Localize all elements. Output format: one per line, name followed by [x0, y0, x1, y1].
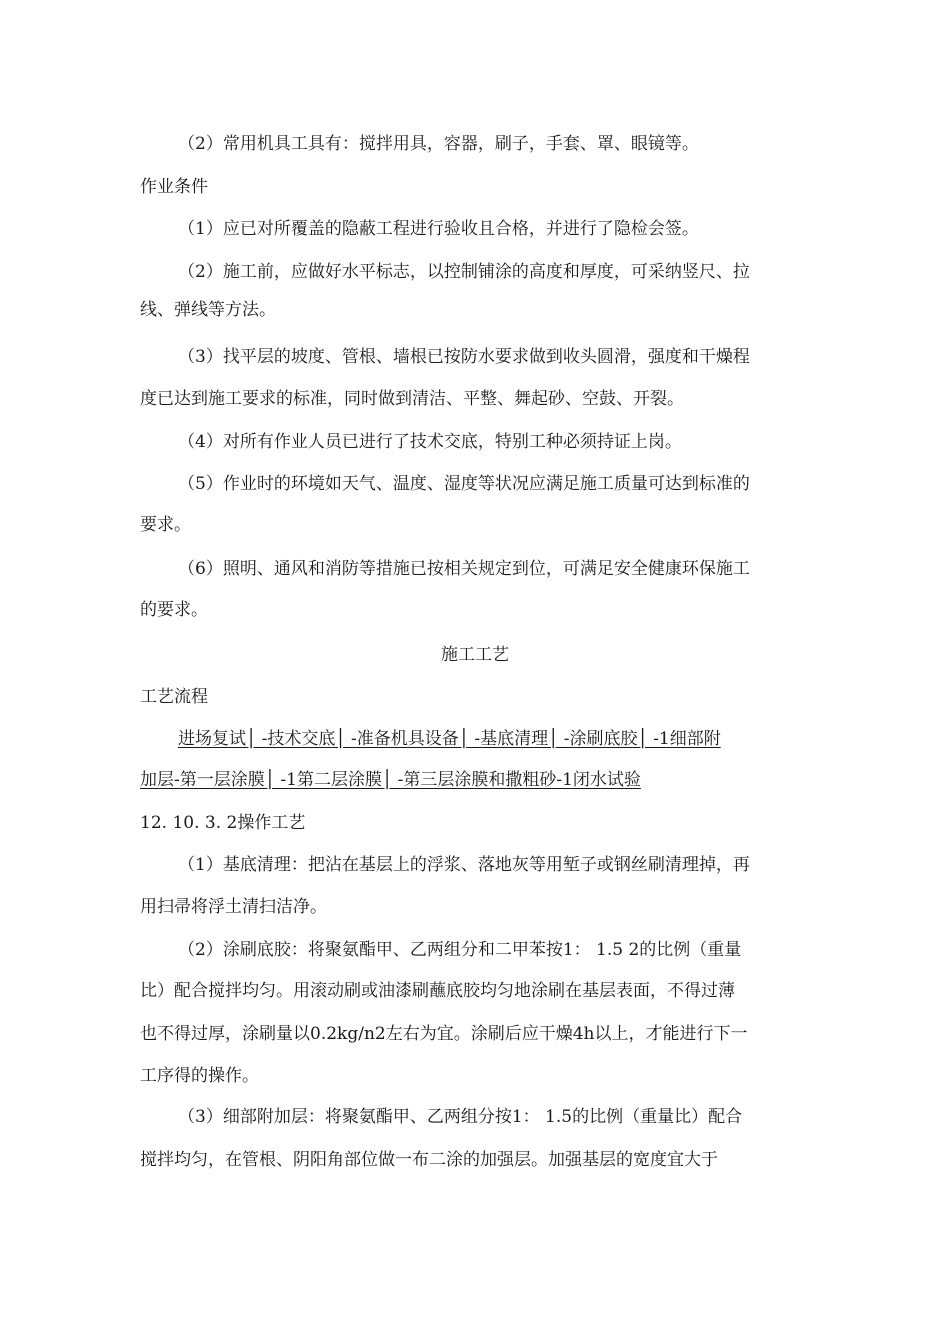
step-2-line4: 工序得的操作。 — [140, 1066, 259, 1086]
subheading-operation: 12. 10. 3. 2操作工艺 — [140, 813, 306, 833]
condition-4: （4）对所有作业人员已进行了技术交底，特别工种必须持证上岗。 — [178, 432, 682, 452]
step-2-line1: （2）涂刷底胶：将聚氨酯甲、乙两组分和二甲苯按1： 1.5 2的比例（重量 — [178, 940, 742, 960]
step-1-line2: 用扫帚将浮土清扫洁净。 — [140, 897, 327, 917]
subheading-flow: 工艺流程 — [140, 687, 208, 707]
step-3-line1: （3）细部附加层：将聚氨酯甲、乙两组分按1： 1.5的比例（重量比）配合 — [178, 1107, 743, 1127]
condition-3-line1: （3）找平层的坡度、管根、墙根已按防水要求做到收头圆滑，强度和干燥程 — [178, 347, 750, 367]
condition-2-line1: （2）施工前，应做好水平标志，以控制铺涂的高度和厚度，可采纳竖尺、拉 — [178, 262, 750, 282]
condition-5-line2: 要求。 — [140, 515, 191, 535]
condition-1: （1）应已对所覆盖的隐蔽工程进行验收且合格，并进行了隐检会签。 — [178, 219, 699, 239]
condition-2-line2: 线、弹线等方法。 — [140, 300, 276, 320]
section-heading-conditions: 作业条件 — [140, 177, 208, 197]
condition-3-line2: 度已达到施工要求的标准，同时做到清洁、平整、舞起砂、空鼓、开裂。 — [140, 389, 684, 409]
step-2-line3: 也不得过厚，涂刷量以0.2kg/n2左右为宜。涂刷后应干燥4h以上，才能进行下一 — [140, 1024, 748, 1044]
step-2-line2: 比）配合搅拌均匀。用滚动刷或油漆刷蘸底胶均匀地涂刷在基层表面，不得过薄 — [140, 981, 735, 1001]
paragraph-tools: （2）常用机具工具有：搅拌用具，容器，刷子，手套、罩、眼镜等。 — [178, 134, 699, 154]
process-flow-line1: 进场复试│ -技术交底│ -准备机具设备│ -基底清理│ -涂刷底胶│ -1细部附 — [178, 729, 721, 749]
condition-5-line1: （5）作业时的环境如天气、温度、湿度等状况应满足施工质量可达到标准的 — [178, 474, 750, 494]
step-1-line1: （1）基底清理：把沾在基层上的浮浆、落地灰等用堑子或钢丝刷清理掉，再 — [178, 855, 750, 875]
condition-6-line2: 的要求。 — [140, 600, 208, 620]
section-heading-process: 施工工艺 — [441, 645, 509, 665]
process-flow-line2: 加层-第一层涂膜│ -1第二层涂膜│ -第三层涂膜和撒粗砂-1闭水试验 — [140, 770, 641, 790]
step-3-line2: 搅拌均匀，在管根、阴阳角部位做一布二涂的加强层。加强基层的宽度宜大于 — [140, 1150, 718, 1170]
condition-6-line1: （6）照明、通风和消防等措施已按相关规定到位，可满足安全健康环保施工 — [178, 559, 750, 579]
